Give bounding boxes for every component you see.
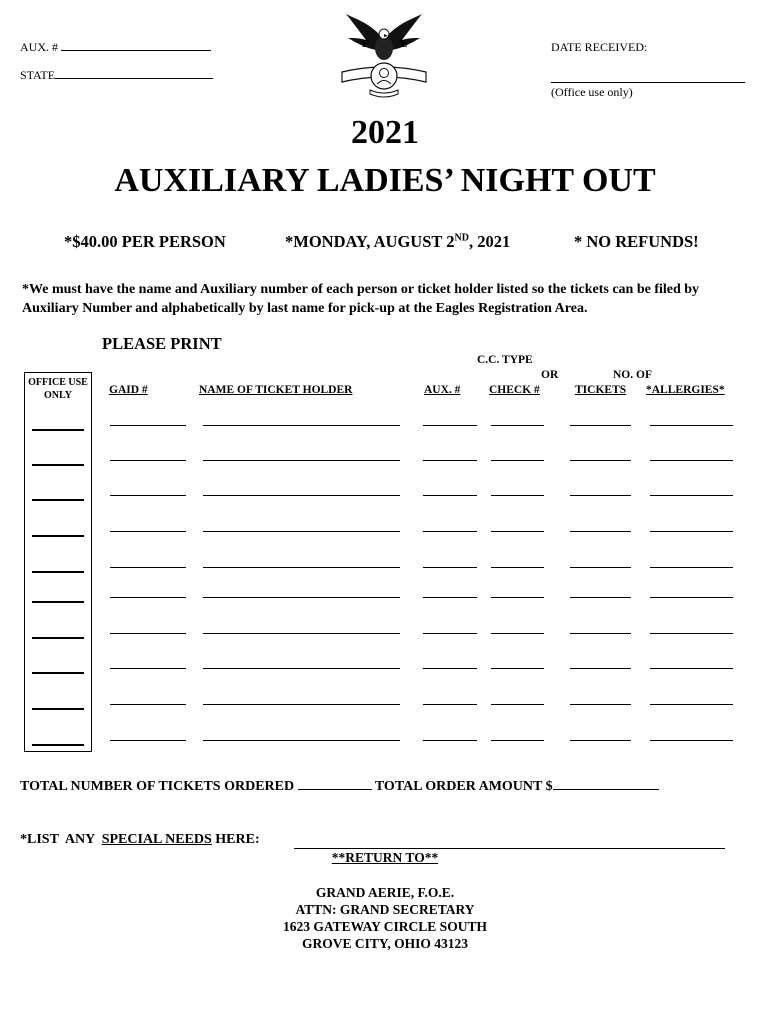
tickets-blank[interactable]	[570, 567, 631, 568]
date-received-label: DATE RECEIVED:	[551, 40, 648, 54]
instructions-notice: *We must have the name and Auxiliary number of each person or ticket holder listed so the tickets can be filed by Auxiliary Number and alphabetically by last name for pick-up at the Eagles Registration Area.	[22, 282, 700, 316]
gaid-blank[interactable]	[110, 495, 186, 496]
event-year: 2021	[351, 114, 419, 151]
name-blank[interactable]	[203, 531, 400, 532]
eagles-emblem-logo	[336, 10, 432, 98]
allergies-blank[interactable]	[650, 531, 733, 532]
allergies-blank[interactable]	[650, 567, 733, 568]
tickets-blank[interactable]	[570, 460, 631, 461]
check-blank[interactable]	[491, 668, 544, 669]
office-use-label: OFFICE USE ONLY	[28, 377, 88, 401]
price-per-person: *$40.00 PER PERSON	[64, 232, 226, 251]
aux-blank[interactable]	[423, 460, 477, 461]
check-blank[interactable]	[491, 633, 544, 634]
gaid-blank[interactable]	[110, 531, 186, 532]
check-blank[interactable]	[491, 425, 544, 426]
state-label: STATE	[20, 68, 56, 82]
tickets-blank[interactable]	[570, 531, 631, 532]
check-blank[interactable]	[491, 704, 544, 705]
check-blank[interactable]	[491, 495, 544, 496]
eagle-icon	[336, 10, 432, 98]
check-blank[interactable]	[491, 740, 544, 741]
name-blank[interactable]	[203, 633, 400, 634]
name-blank[interactable]	[203, 425, 400, 426]
check-blank[interactable]	[491, 567, 544, 568]
total-tickets-blank[interactable]	[298, 789, 372, 790]
tickets-blank[interactable]	[570, 633, 631, 634]
allergies-blank[interactable]	[650, 704, 733, 705]
tickets-blank[interactable]	[570, 668, 631, 669]
aux-blank[interactable]	[423, 597, 477, 598]
tickets-blank[interactable]	[570, 597, 631, 598]
check-blank[interactable]	[491, 460, 544, 461]
tickets-column-header: TICKETS	[575, 384, 627, 396]
date-received-blank[interactable]	[551, 82, 745, 83]
tickets-header-line1: NO. OF	[613, 369, 652, 381]
name-blank[interactable]	[203, 460, 400, 461]
gaid-blank[interactable]	[110, 425, 186, 426]
check-blank[interactable]	[491, 597, 544, 598]
special-needs-line	[20, 832, 260, 848]
event-title: AUXILIARY LADIES’ NIGHT OUT	[114, 162, 656, 199]
return-address-line-1: GRAND AERIE, F.O.E.	[315, 885, 455, 900]
return-address-line-4: GROVE CITY, OHIO 43123	[301, 936, 469, 951]
name-blank[interactable]	[203, 597, 400, 598]
office-use-blank[interactable]	[32, 535, 84, 537]
name-blank[interactable]	[203, 740, 400, 741]
please-print-label: PLEASE PRINT	[102, 334, 222, 353]
office-use-blank[interactable]	[32, 637, 84, 639]
cc-type-header-line2: OR	[541, 369, 559, 381]
no-refunds-notice: * NO REFUNDS!	[574, 232, 699, 251]
gaid-blank[interactable]	[110, 633, 186, 634]
allergies-blank[interactable]	[650, 668, 733, 669]
aux-column-header: AUX. #	[424, 384, 461, 396]
return-to-heading: **RETURN TO**	[331, 850, 439, 865]
logo-letter-e: E	[400, 38, 408, 50]
event-date	[285, 232, 510, 252]
office-use-blank[interactable]	[32, 672, 84, 674]
event-date-year: , 2021	[468, 232, 511, 251]
name-blank[interactable]	[203, 567, 400, 568]
special-needs-prefix: *LIST ANY	[20, 832, 102, 847]
name-blank[interactable]	[203, 495, 400, 496]
name-blank[interactable]	[203, 704, 400, 705]
office-use-blank[interactable]	[32, 571, 84, 573]
gaid-blank[interactable]	[110, 740, 186, 741]
office-use-blank[interactable]	[32, 601, 84, 603]
name-column-header: NAME OF TICKET HOLDER	[199, 384, 353, 396]
office-use-blank[interactable]	[32, 744, 84, 746]
allergies-blank[interactable]	[650, 740, 733, 741]
allergies-blank[interactable]	[650, 633, 733, 634]
state-blank[interactable]	[55, 78, 213, 79]
allergies-blank[interactable]	[650, 597, 733, 598]
allergies-blank[interactable]	[650, 425, 733, 426]
aux-blank[interactable]	[423, 531, 477, 532]
allergies-blank[interactable]	[650, 460, 733, 461]
total-tickets-label: TOTAL NUMBER OF TICKETS ORDERED	[20, 779, 295, 794]
tickets-blank[interactable]	[570, 425, 631, 426]
allergies-column-header: *ALLERGIES*	[646, 384, 725, 396]
gaid-blank[interactable]	[110, 460, 186, 461]
cc-type-header-line1: C.C. TYPE	[477, 354, 533, 366]
aux-blank[interactable]	[423, 567, 477, 568]
check-column-header: CHECK #	[489, 384, 540, 396]
logo-letter-f: F	[362, 38, 369, 50]
allergies-blank[interactable]	[650, 495, 733, 496]
total-amount-label: TOTAL ORDER AMOUNT $	[374, 779, 553, 794]
check-blank[interactable]	[491, 531, 544, 532]
special-needs-emphasis: SPECIAL NEEDS	[101, 832, 212, 847]
aux-blank[interactable]	[423, 633, 477, 634]
office-use-blank[interactable]	[32, 429, 84, 431]
name-blank[interactable]	[203, 668, 400, 669]
aux-number-field[interactable]	[20, 40, 211, 55]
gaid-blank[interactable]	[110, 567, 186, 568]
event-date-suffix-sup: ND	[454, 232, 469, 244]
aux-number-label: AUX. #	[20, 40, 58, 54]
tickets-blank[interactable]	[570, 495, 631, 496]
aux-blank[interactable]	[423, 740, 477, 741]
tickets-blank[interactable]	[570, 704, 631, 705]
office-use-blank[interactable]	[32, 464, 84, 466]
event-date-prefix: *MONDAY, AUGUST 2	[285, 232, 455, 251]
gaid-blank[interactable]	[110, 704, 186, 705]
return-address-line-3: 1623 GATEWAY CIRCLE SOUTH	[283, 919, 487, 934]
return-address-line-2: ATTN: GRAND SECRETARY	[295, 902, 475, 917]
special-needs-blank[interactable]	[294, 848, 725, 849]
special-needs-suffix: HERE:	[211, 832, 260, 847]
aux-blank[interactable]	[423, 668, 477, 669]
gaid-column-header: GAID #	[109, 384, 148, 396]
aux-blank[interactable]	[423, 425, 477, 426]
aux-blank[interactable]	[423, 704, 477, 705]
office-use-note: (Office use only)	[551, 85, 633, 99]
tickets-blank[interactable]	[570, 740, 631, 741]
aux-number-blank[interactable]	[61, 50, 211, 51]
aux-blank[interactable]	[423, 495, 477, 496]
office-use-blank[interactable]	[32, 499, 84, 501]
office-use-blank[interactable]	[32, 708, 84, 710]
totals-line	[20, 779, 659, 795]
gaid-blank[interactable]	[110, 597, 186, 598]
total-amount-blank[interactable]	[553, 789, 659, 790]
gaid-blank[interactable]	[110, 668, 186, 669]
state-field[interactable]	[20, 68, 213, 83]
